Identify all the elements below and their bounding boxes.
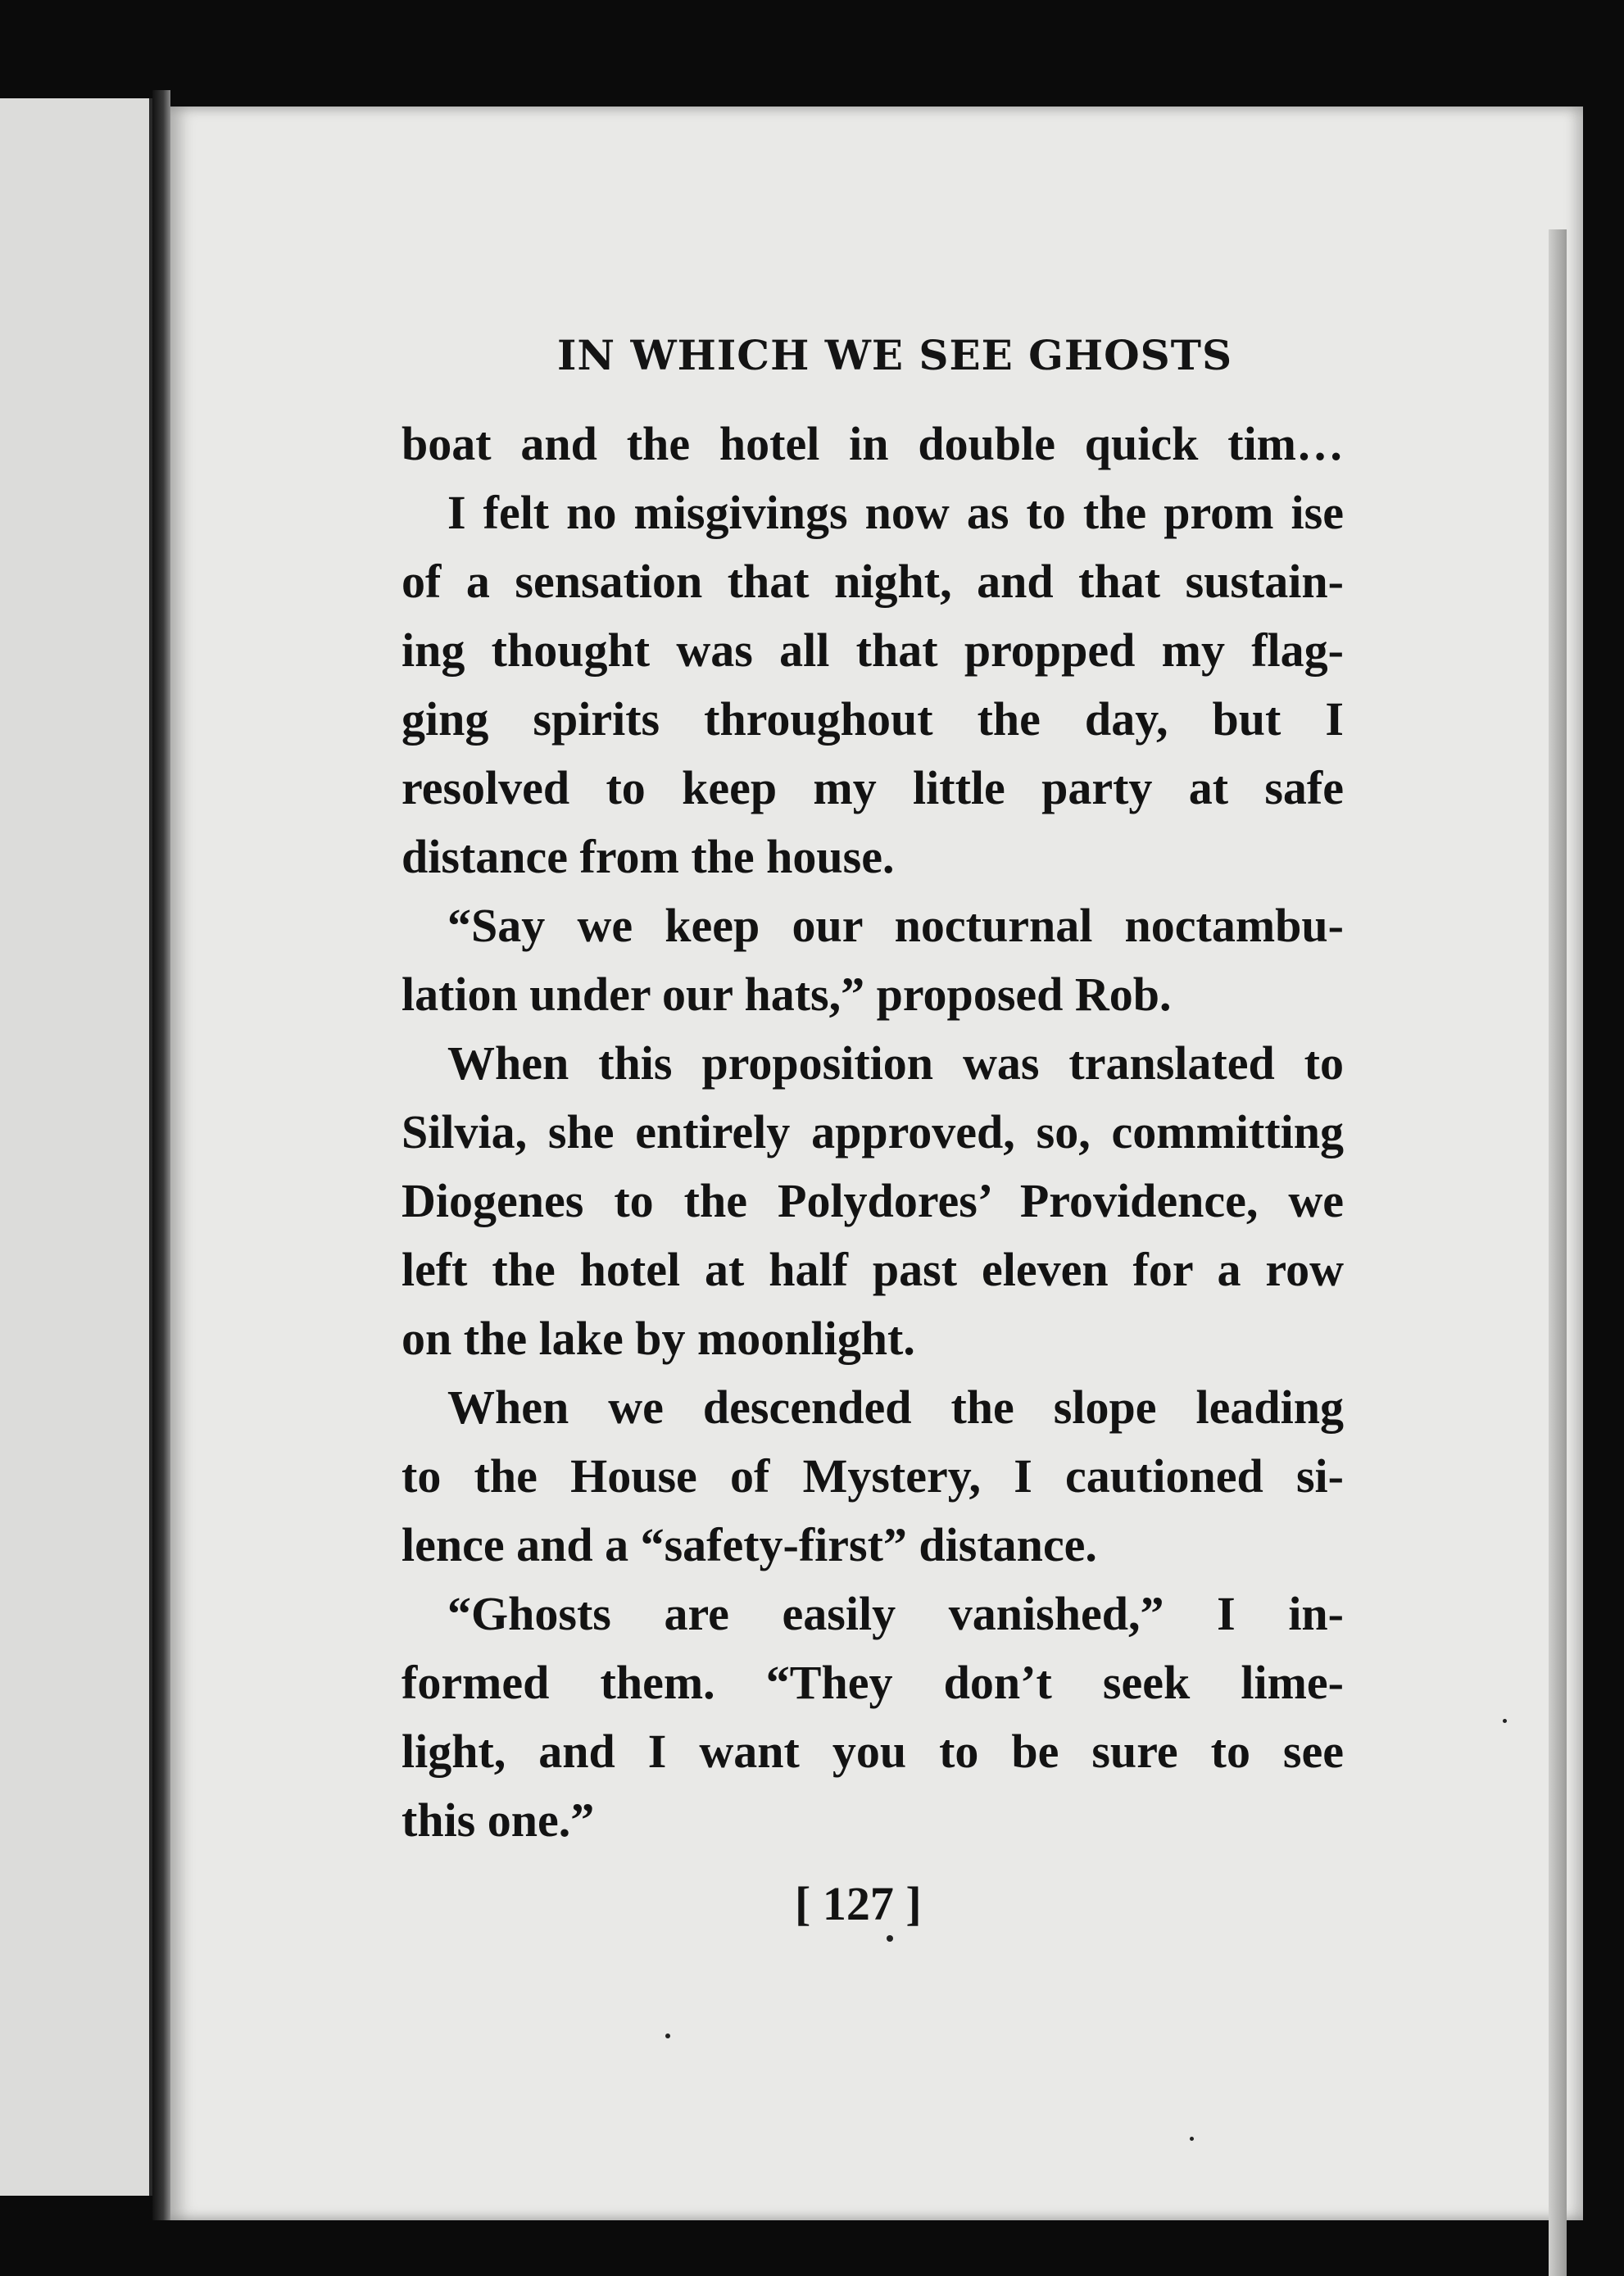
text-line: Silvia, she entirely approved, so, committing xyxy=(401,1105,1344,1158)
text-line: distance from the house. xyxy=(401,830,895,883)
body-text xyxy=(401,410,1344,1855)
dust-speck xyxy=(665,2033,670,2038)
text-line: formed them. “They don’t seek lime- xyxy=(401,1656,1344,1709)
text-line: resolved to keep my little party at safe xyxy=(401,761,1344,814)
binding-gutter xyxy=(152,90,170,2220)
dust-speck xyxy=(1503,1719,1507,1723)
text-line: of a sensation that night, and that sustain- xyxy=(401,555,1344,608)
text-line: “Say we keep our nocturnal noctambu- xyxy=(447,899,1344,952)
page-fore-edge xyxy=(1549,229,1567,2276)
text-line: ing thought was all that propped my flag- xyxy=(401,623,1344,677)
text-line: “Ghosts are easily vanished,” I in- xyxy=(447,1587,1344,1640)
text-line: light, and I want you to be sure to see xyxy=(401,1725,1344,1778)
dust-speck xyxy=(887,1935,893,1942)
text-line: this one.” xyxy=(401,1793,595,1847)
text-line: Diogenes to the Polydores’ Providence, we xyxy=(401,1174,1344,1227)
facing-page-edge xyxy=(0,98,152,2196)
text-line: boat and the hotel in double quick tim… xyxy=(401,417,1344,470)
text-line: to the House of Mystery, I cautioned si- xyxy=(401,1449,1344,1503)
text-line: lation under our hats,” proposed Rob. xyxy=(401,968,1172,1021)
text-line: When this proposition was translated to xyxy=(447,1036,1344,1090)
running-head: IN WHICH WE SEE GHOSTS xyxy=(557,331,1233,379)
text-line: lence and a “safety-first” distance. xyxy=(401,1518,1097,1571)
text-line: on the lake by moonlight. xyxy=(401,1312,915,1365)
dust-speck xyxy=(1190,2137,1194,2141)
page-number: [ 127 ] xyxy=(795,1877,922,1930)
text-line: left the hotel at half past eleven for a row xyxy=(401,1243,1344,1296)
text-line: When we descended the slope leading xyxy=(447,1381,1344,1434)
text-line: ging spirits throughout the day, but I xyxy=(401,692,1344,746)
text-line: I felt no misgivings now as to the prom ise xyxy=(447,486,1344,539)
